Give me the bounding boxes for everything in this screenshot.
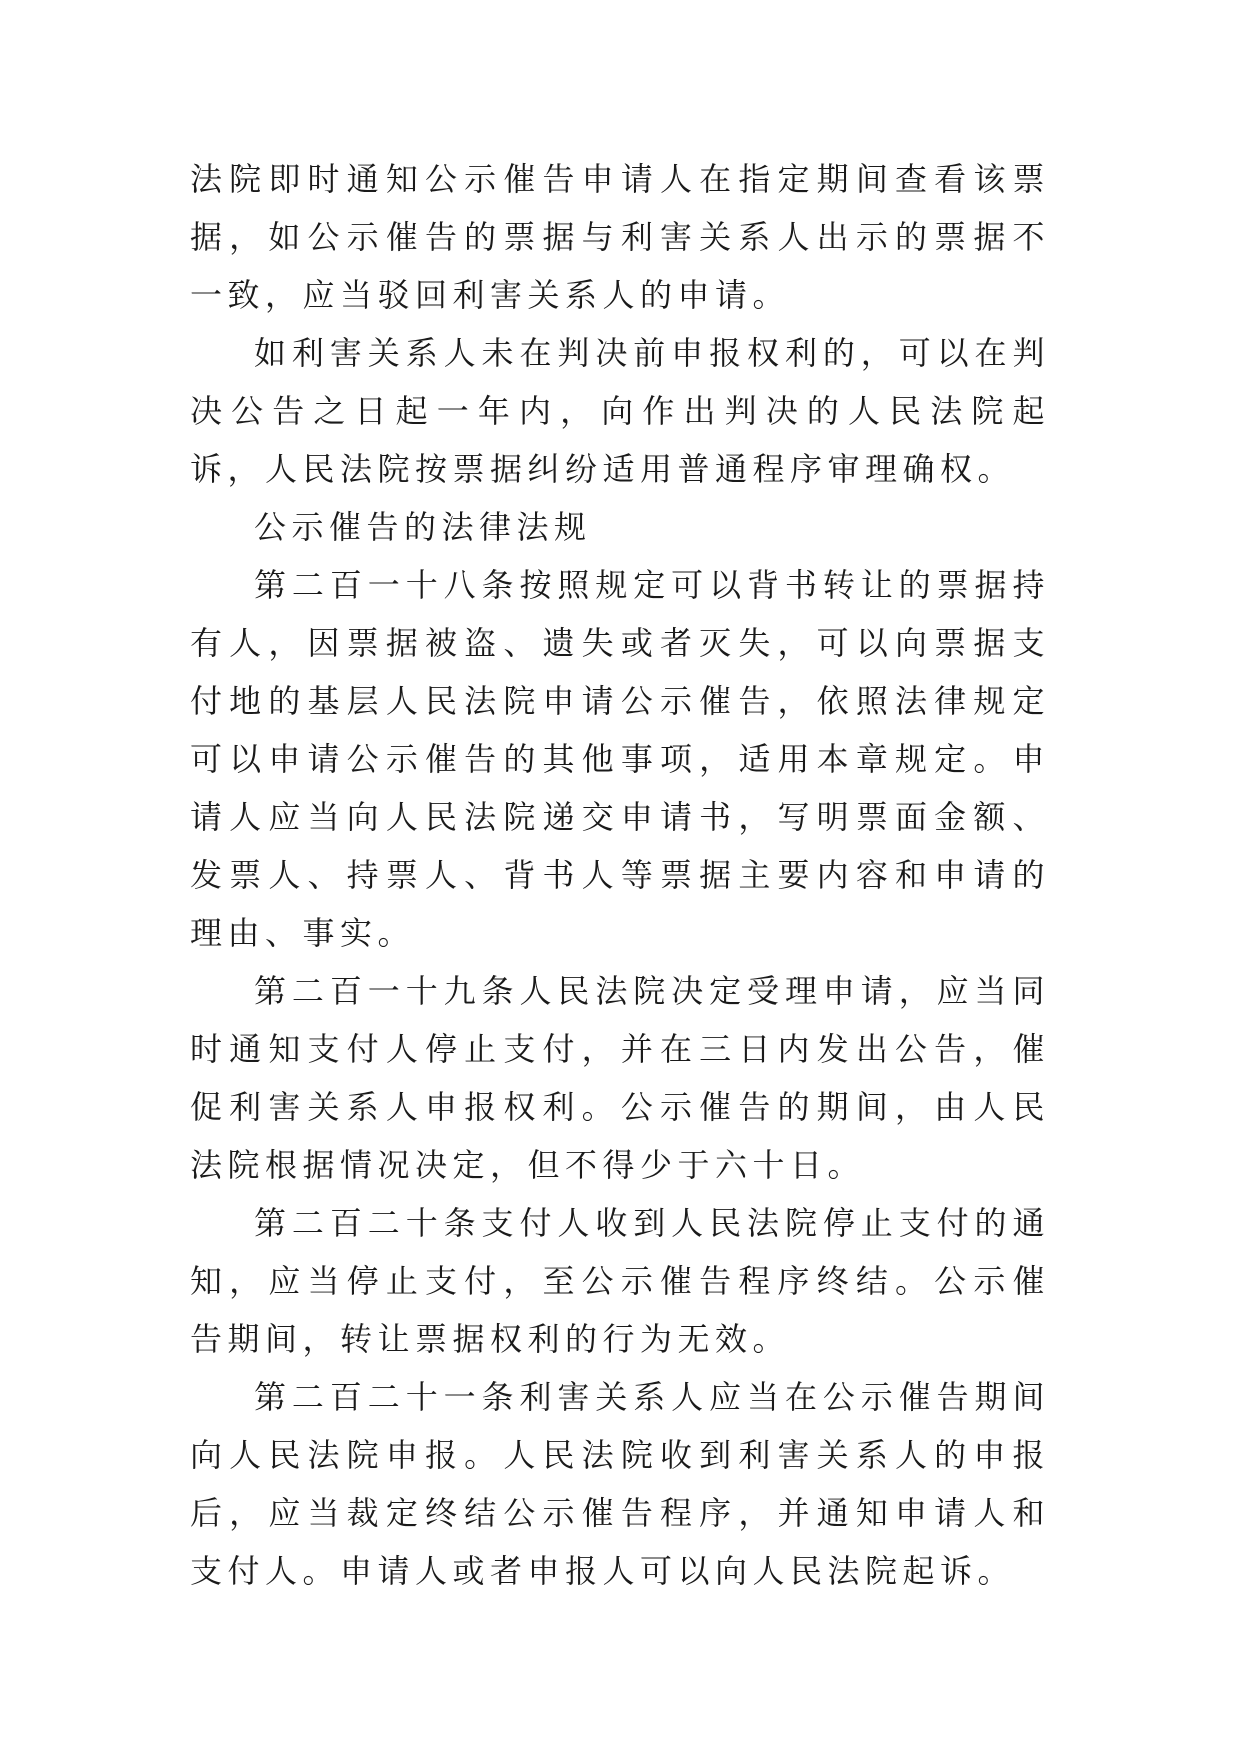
paragraph-article-221: 第二百二十一条利害关系人应当在公示催告期间向人民法院申报。人民法院收到利害关系人的申报后，应当裁定终结公示催告程序，并通知申请人和支付人。申请人或者申报人可以向人民法院起诉。 xyxy=(190,1378,1050,1590)
section-heading-laws: 公示催告的法律法规 xyxy=(254,508,592,546)
paragraph-article-219: 第二百一十九条人民法院决定受理申请，应当同时通知支付人停止支付，并在三日内发出公告，催促利害关系人申报权利。公示催告的期间，由人民法院根据情况决定，但不得少于六十日。 xyxy=(190,972,1050,1184)
paragraph-article-220: 第二百二十条支付人收到人民法院停止支付的通知，应当停止支付，至公示催告程序终结。公示催告期间，转让票据权利的行为无效。 xyxy=(190,1204,1050,1358)
document-page xyxy=(190,150,1050,1600)
paragraph-article-218: 第二百一十八条按照规定可以背书转让的票据持有人，因票据被盗、遗失或者灭失，可以向票据支付地的基层人民法院申请公示催告，依照法律规定可以申请公示催告的其他事项，适用本章规定。申请人应当向人民法院递交申请书，写明票面金额、发票人、持票人、背书人等票据主要内容和申请的理由、事实。 xyxy=(190,566,1050,952)
paragraph-notice-inspection: 法院即时通知公示催告申请人在指定期间查看该票据，如公示催告的票据与利害关系人出示的票据不一致，应当驳回利害关系人的申请。 xyxy=(190,160,1050,314)
paragraph-unreported-rights: 如利害关系人未在判决前申报权利的，可以在判决公告之日起一年内，向作出判决的人民法院起诉，人民法院按票据纠纷适用普通程序审理确权。 xyxy=(190,334,1050,488)
